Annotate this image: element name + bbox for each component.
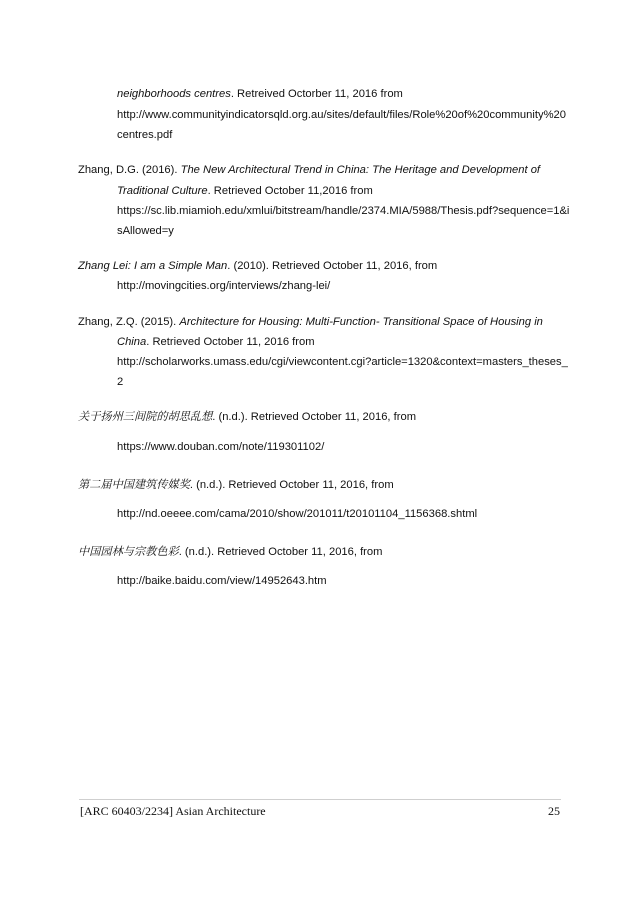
reference-6-retrieval: . (n.d.). Retrieved October 11, 2016, from	[189, 479, 394, 491]
reference-2-title-part-2: Traditional Culture	[117, 185, 208, 197]
page-number: 25	[548, 804, 560, 818]
reference-2-author: Zhang, D.G. (2016).	[78, 164, 181, 176]
reference-4-author: Zhang, Z.Q. (2015).	[78, 316, 180, 328]
reference-1-title: neighborhoods centres	[117, 88, 231, 100]
reference-3-title: Zhang Lei: I am a Simple Man	[78, 260, 228, 272]
reference-5-title: 关于扬州三间院的胡思乱想	[78, 411, 213, 423]
reference-5-url: https://www.douban.com/note/119301102/	[117, 441, 325, 453]
reference-1-retrieval: . Retreived Octorber 11, 2016 from	[230, 88, 403, 100]
reference-4-title-part-1: Architecture for Housing: Multi-Function- Transitional Space of Housing in	[179, 316, 543, 328]
reference-4-line-1	[78, 315, 543, 329]
reference-2-line-1	[78, 163, 540, 177]
reference-6-line-1	[78, 478, 394, 492]
reference-2-url-line-2: sAllowed=y	[117, 225, 174, 237]
reference-1-url-line-2: centres.pdf	[117, 129, 173, 141]
reference-4-retrieval: . Retrieved October 11, 2016 from	[146, 336, 315, 348]
reference-7-url: http://baike.baidu.com/view/14952643.htm	[117, 575, 327, 587]
reference-2-line-2	[117, 184, 373, 198]
reference-3-retrieval: . (2010). Retrieved October 11, 2016, from	[227, 260, 438, 272]
reference-4-url-line-2: 2	[117, 376, 124, 388]
reference-5-retrieval: . (n.d.). Retrieved October 11, 2016, from	[212, 411, 417, 423]
reference-1-line-1	[117, 87, 403, 101]
reference-2-url-line-1: https://sc.lib.miamioh.edu/xmlui/bitstream/handle/2374.MIA/5988/Thesis.pdf?sequence=1&i	[117, 205, 570, 217]
reference-3-line-1	[78, 259, 437, 273]
reference-7-title: 中国园林与宗教色彩	[78, 546, 179, 558]
footer-divider	[79, 799, 561, 800]
reference-7-line-1	[78, 545, 382, 559]
reference-5-line-1	[78, 410, 416, 424]
reference-4-url-line-1: http://scholarworks.umass.edu/cgi/viewcontent.cgi?article=1320&context=masters_theses_	[117, 356, 568, 368]
footer-course-label: [ARC 60403/2234] Asian Architecture	[80, 804, 266, 818]
reference-6-url: http://nd.oeeee.com/cama/2010/show/201011/t20101104_1156368.shtml	[117, 508, 478, 520]
reference-7-retrieval: . (n.d.). Retrieved October 11, 2016, from	[178, 546, 383, 558]
reference-3-url: http://movingcities.org/interviews/zhang-lei/	[117, 280, 331, 292]
reference-6-title: 第二届中国建筑传媒奖	[78, 479, 190, 491]
reference-4-line-2	[117, 335, 315, 349]
reference-4-title-part-2: China	[117, 336, 147, 348]
reference-2-retrieval: . Retrieved October 11,2016 from	[207, 185, 373, 197]
reference-2-title-part-1: The New Architectural Trend in China: The Heritage and Development of	[180, 164, 541, 176]
reference-1-url-line-1: http://www.communityindicatorsqld.org.au/sites/default/files/Role%20of%20community%20	[117, 109, 566, 121]
